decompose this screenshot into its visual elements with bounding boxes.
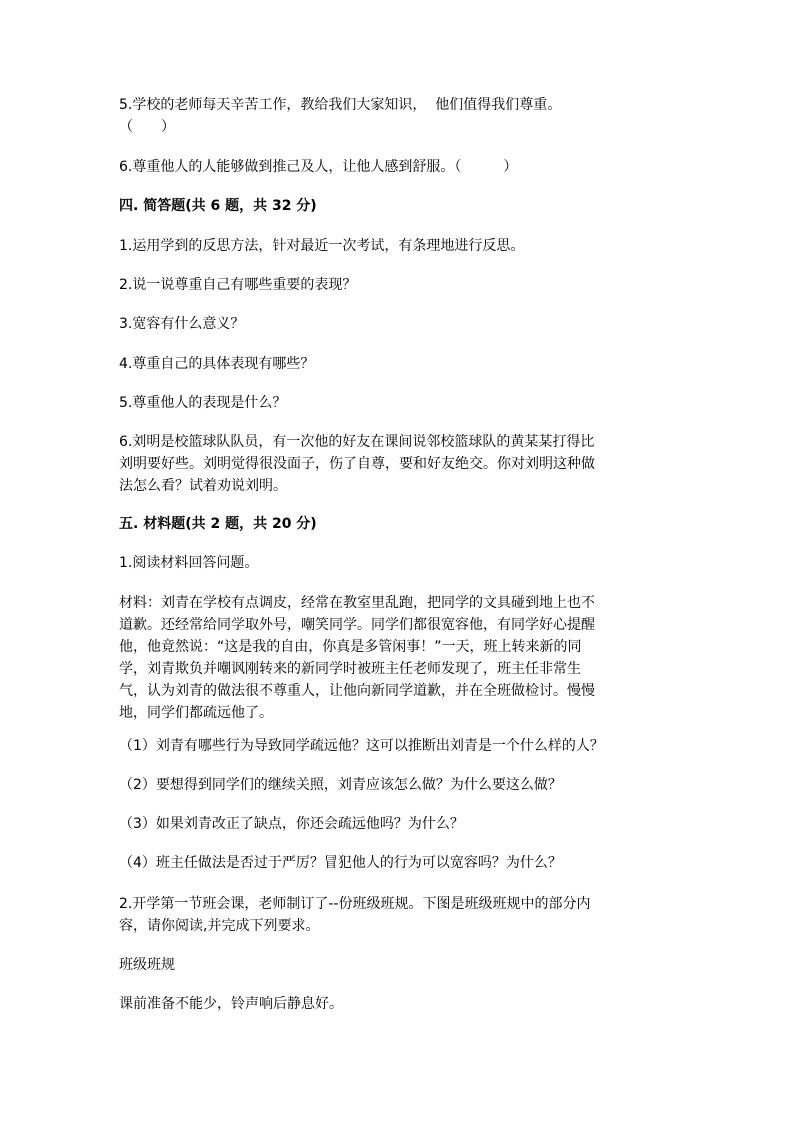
material-question-2-line-2: 容，请你阅读,并完成下列要求。 — [119, 918, 320, 934]
short-answer-question-3: 3.宽容有什么意义？ — [119, 316, 245, 332]
material-text-line-2: 道歉。还经常给同学取外号，嘲笑同学。同学们都很宽容他，有同学好心提醒 — [119, 617, 595, 633]
judgment-item-6: 6.尊重他人的人能够做到推己及人，让他人感到舒服。（ ） — [119, 159, 518, 175]
material-text-line-5: 气，认为刘青的做法很不尊重人，让他向新同学道歉，并在全班做检讨。慢慢 — [119, 683, 595, 699]
class-rules-title: 班级班规 — [119, 957, 175, 973]
short-answer-question-6-line-1: 6.刘明是校篮球队队员，有一次他的好友在课间说邻校篮球队的黄某某打得比 — [119, 434, 595, 450]
material-text-line-4: 学，刘青欺负并嘲讽刚转来的新同学时被班主任老师发现了，班主任非常生 — [119, 661, 581, 677]
section-4-heading: 四. 简答题(共 6 题，共 32 分) — [119, 198, 317, 214]
subquestion-4: （4）班主任做法是否过于严厉？冒犯他人的行为可以宽容吗？为什么？ — [119, 855, 562, 871]
judgment-item-5-line-1: 5.学校的老师每天辛苦工作，教给我们大家知识， 他们值得我们尊重。 — [119, 97, 562, 113]
subquestion-3: （3）如果刘青改正了缺点，你还会疏远他吗？为什么？ — [119, 816, 464, 832]
short-answer-question-1: 1.运用学到的反思方法，针对最近一次考试，有条理地进行反思。 — [119, 238, 525, 254]
material-text-line-1: 材料：刘青在学校有点调皮，经常在教室里乱跑，把同学的文具碰到地上也不 — [119, 595, 595, 611]
judgment-item-5-line-2: （ ） — [119, 119, 175, 135]
subquestion-2: （2）要想得到同学们的继续关照，刘青应该怎么做？为什么要这么做？ — [119, 777, 562, 793]
material-text-line-6: 地，同学们都疏远他了。 — [119, 705, 273, 721]
section-5-heading: 五. 材料题(共 2 题，共 20 分) — [119, 516, 317, 532]
material-question-2-line-1: 2.开学第一节班会课，老师制订了--份班级班规。下图是班级班规中的部分内 — [119, 896, 591, 912]
short-answer-question-4: 4.尊重自己的具体表现有哪些？ — [119, 356, 315, 372]
short-answer-question-6-line-3: 法怎么看？试着劝说刘明。 — [119, 478, 287, 494]
short-answer-question-6-line-2: 刘明要好些。刘明觉得很没面子，伤了自尊，要和好友绝交。你对刘明这种做 — [119, 456, 595, 472]
short-answer-question-2: 2.说一说尊重自己有哪些重要的表现？ — [119, 277, 357, 293]
short-answer-question-5: 5.尊重他人的表现是什么？ — [119, 395, 287, 411]
subquestion-1: （1）刘青有哪些行为导致同学疏远他？这可以推断出刘青是一个什么样的人？ — [119, 738, 604, 754]
material-question-1-intro: 1.阅读材料回答问题。 — [119, 555, 259, 571]
material-text-line-3: 他，他竟然说：“这是我的自由，你真是多管闲事！”一天，班上转来新的同 — [119, 639, 582, 655]
class-rule-item: 课前准备不能少，铃声响后静息好。 — [119, 996, 343, 1012]
